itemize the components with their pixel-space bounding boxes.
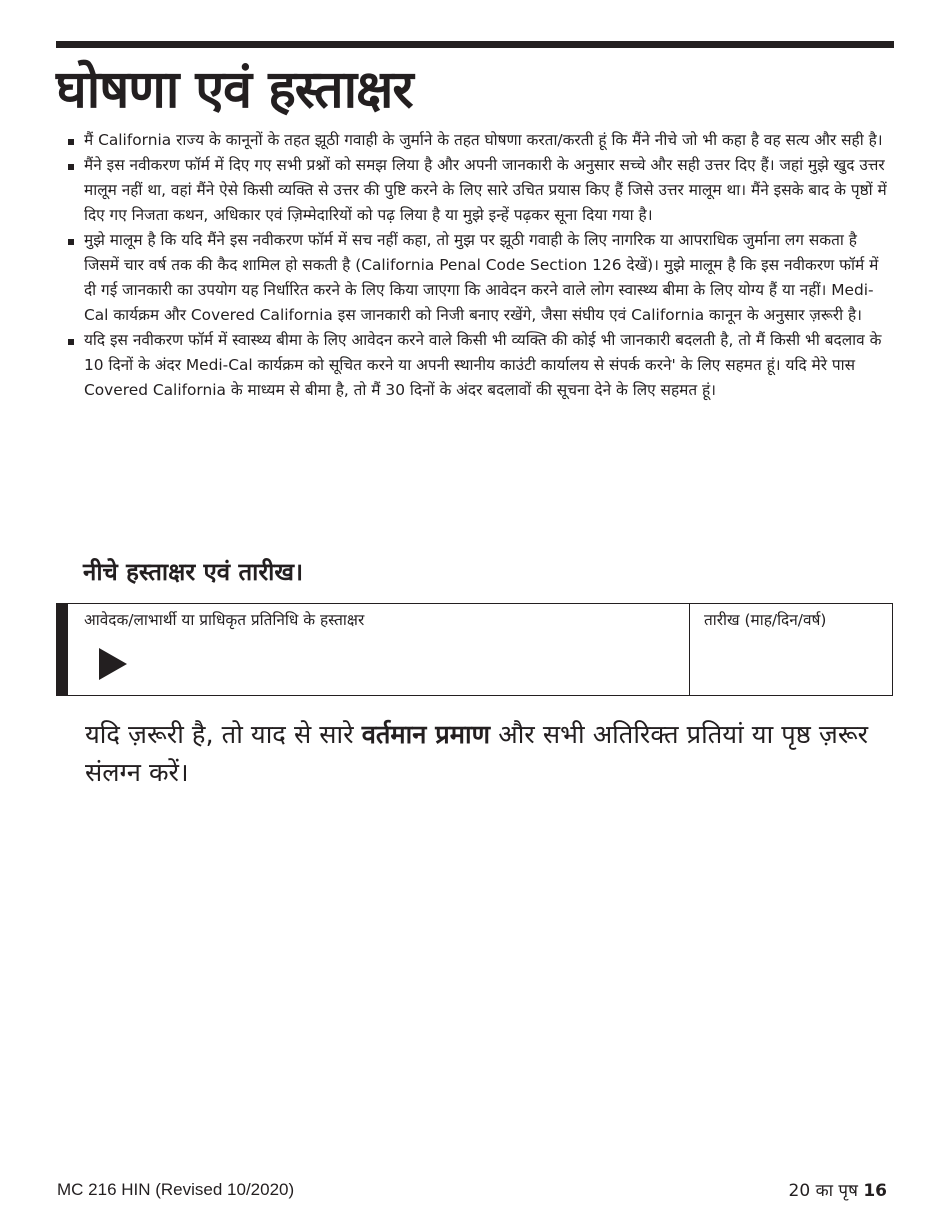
signature-box xyxy=(56,603,893,696)
declaration-item xyxy=(68,153,894,228)
bullet-icon xyxy=(68,164,74,170)
date-field[interactable] xyxy=(689,604,892,695)
declaration-text: मुझे मालूम है कि यदि मैंने इस नवीकरण फॉर्म में सच नहीं कहा, तो मुझ पर झूठी गवाही के लिए नागरिक या आपराधिक जुर्माना लग सकता है जिसमें चार वर्ष तक की कैद शामिल हो सकती है (California Penal Code Section 126 देखें)। मुझे मालूम है कि इस नवीकरण फॉर्म में दी गई जानकारी का उपयोग यह निर्धारित करने के लिए किया जाएगा कि आवेदन करने वाले लोग स्वास्थ्य बीमा के लिए योग्य हैं या नहीं। Medi-Cal कार्यक्रम और Covered California इस जानकारी को निजी बनाए रखेंगे, जैसा संघीय एवं California कानून के अनुसार ज़रूरी है। xyxy=(84,231,879,324)
bullet-icon xyxy=(68,239,74,245)
declaration-text: मैंने इस नवीकरण फॉर्म में दिए गए सभी प्रश्नों को समझ लिया है और अपनी जानकारी के अनुसार सच्चे और सही उत्तर दिए हैं। जहां मुझे खुद उत्तर मालूम नहीं था, वहां मैंने ऐसे किसी व्यक्ति से उत्तर की पुष्टि करने के लिए सारे उचित प्रयास किए हैं जिसे उत्तर मालूम था। मैंने इसके बाद के पृष्ठों में दिए गए निजता कथन, अधिकार एवं ज़िम्मेदारियों को पढ़ लिया है या मुझे इन्हें पढ़कर सूना दिया गया है। xyxy=(84,156,887,224)
reminder-bold-text: वर्तमान प्रमाण xyxy=(361,720,491,750)
attachment-reminder xyxy=(85,716,895,792)
signature-field[interactable] xyxy=(68,604,689,695)
signature-label: आवेदक/लाभार्थी या प्राधिकृत प्रतिनिधि के हस्ताक्षर xyxy=(84,611,365,629)
sign-heading: नीचे हस्ताक्षर एवं तारीख। xyxy=(83,558,304,586)
declaration-list xyxy=(68,128,894,403)
bullet-icon xyxy=(68,139,74,145)
page-indicator xyxy=(789,1179,887,1203)
sign-here-arrow-icon xyxy=(99,648,127,680)
page-number: 16 xyxy=(863,1181,887,1201)
reminder-text-start: यदि ज़रूरी है, तो याद से सारे xyxy=(85,720,362,750)
form-id: MC 216 HIN (Revised 10/2020) xyxy=(57,1180,295,1199)
declaration-text: मैं California राज्य के कानूनों के तहत झूठी गवाही के जुर्माने के तहत घोषणा करता/करती हूं कि मैंने नीचे जो भी कहा है वह सत्य और सही है। xyxy=(84,131,883,149)
page-prefix: 20 का पृष xyxy=(788,1181,864,1201)
signature-box-bar xyxy=(57,604,68,695)
declaration-item xyxy=(68,228,894,328)
declaration-item xyxy=(68,128,894,153)
top-rule xyxy=(56,41,894,48)
declaration-item xyxy=(68,328,894,403)
declaration-text: यदि इस नवीकरण फॉर्म में स्वास्थ्य बीमा के लिए आवेदन करने वाले किसी भी व्यक्ति की कोई भी जानकारी बदलती है, तो मैं किसी भी बदलाव के 10 दिनों के अंदर Medi-Cal कार्यक्रम को सूचित करने या अपनी स्थानीय काउंटी कार्यालय से संपर्क करने' के लिए सहमत हूं। यदि मेरे पास Covered California के माध्यम से बीमा है, तो मैं 30 दिनों के अंदर बदलावों की सूचना देने के लिए सहमत हूं। xyxy=(84,331,882,399)
page-title: घोषणा एवं हस्ताक्षर xyxy=(56,60,413,120)
date-label: तारीख (माह/दिन/वर्ष) xyxy=(704,611,827,629)
bullet-icon xyxy=(68,339,74,345)
reminder-text-end: और सभी अतिरिक्त प्रतियां या पृष्ठ ज़रूर संलग्न करें। xyxy=(85,720,869,788)
